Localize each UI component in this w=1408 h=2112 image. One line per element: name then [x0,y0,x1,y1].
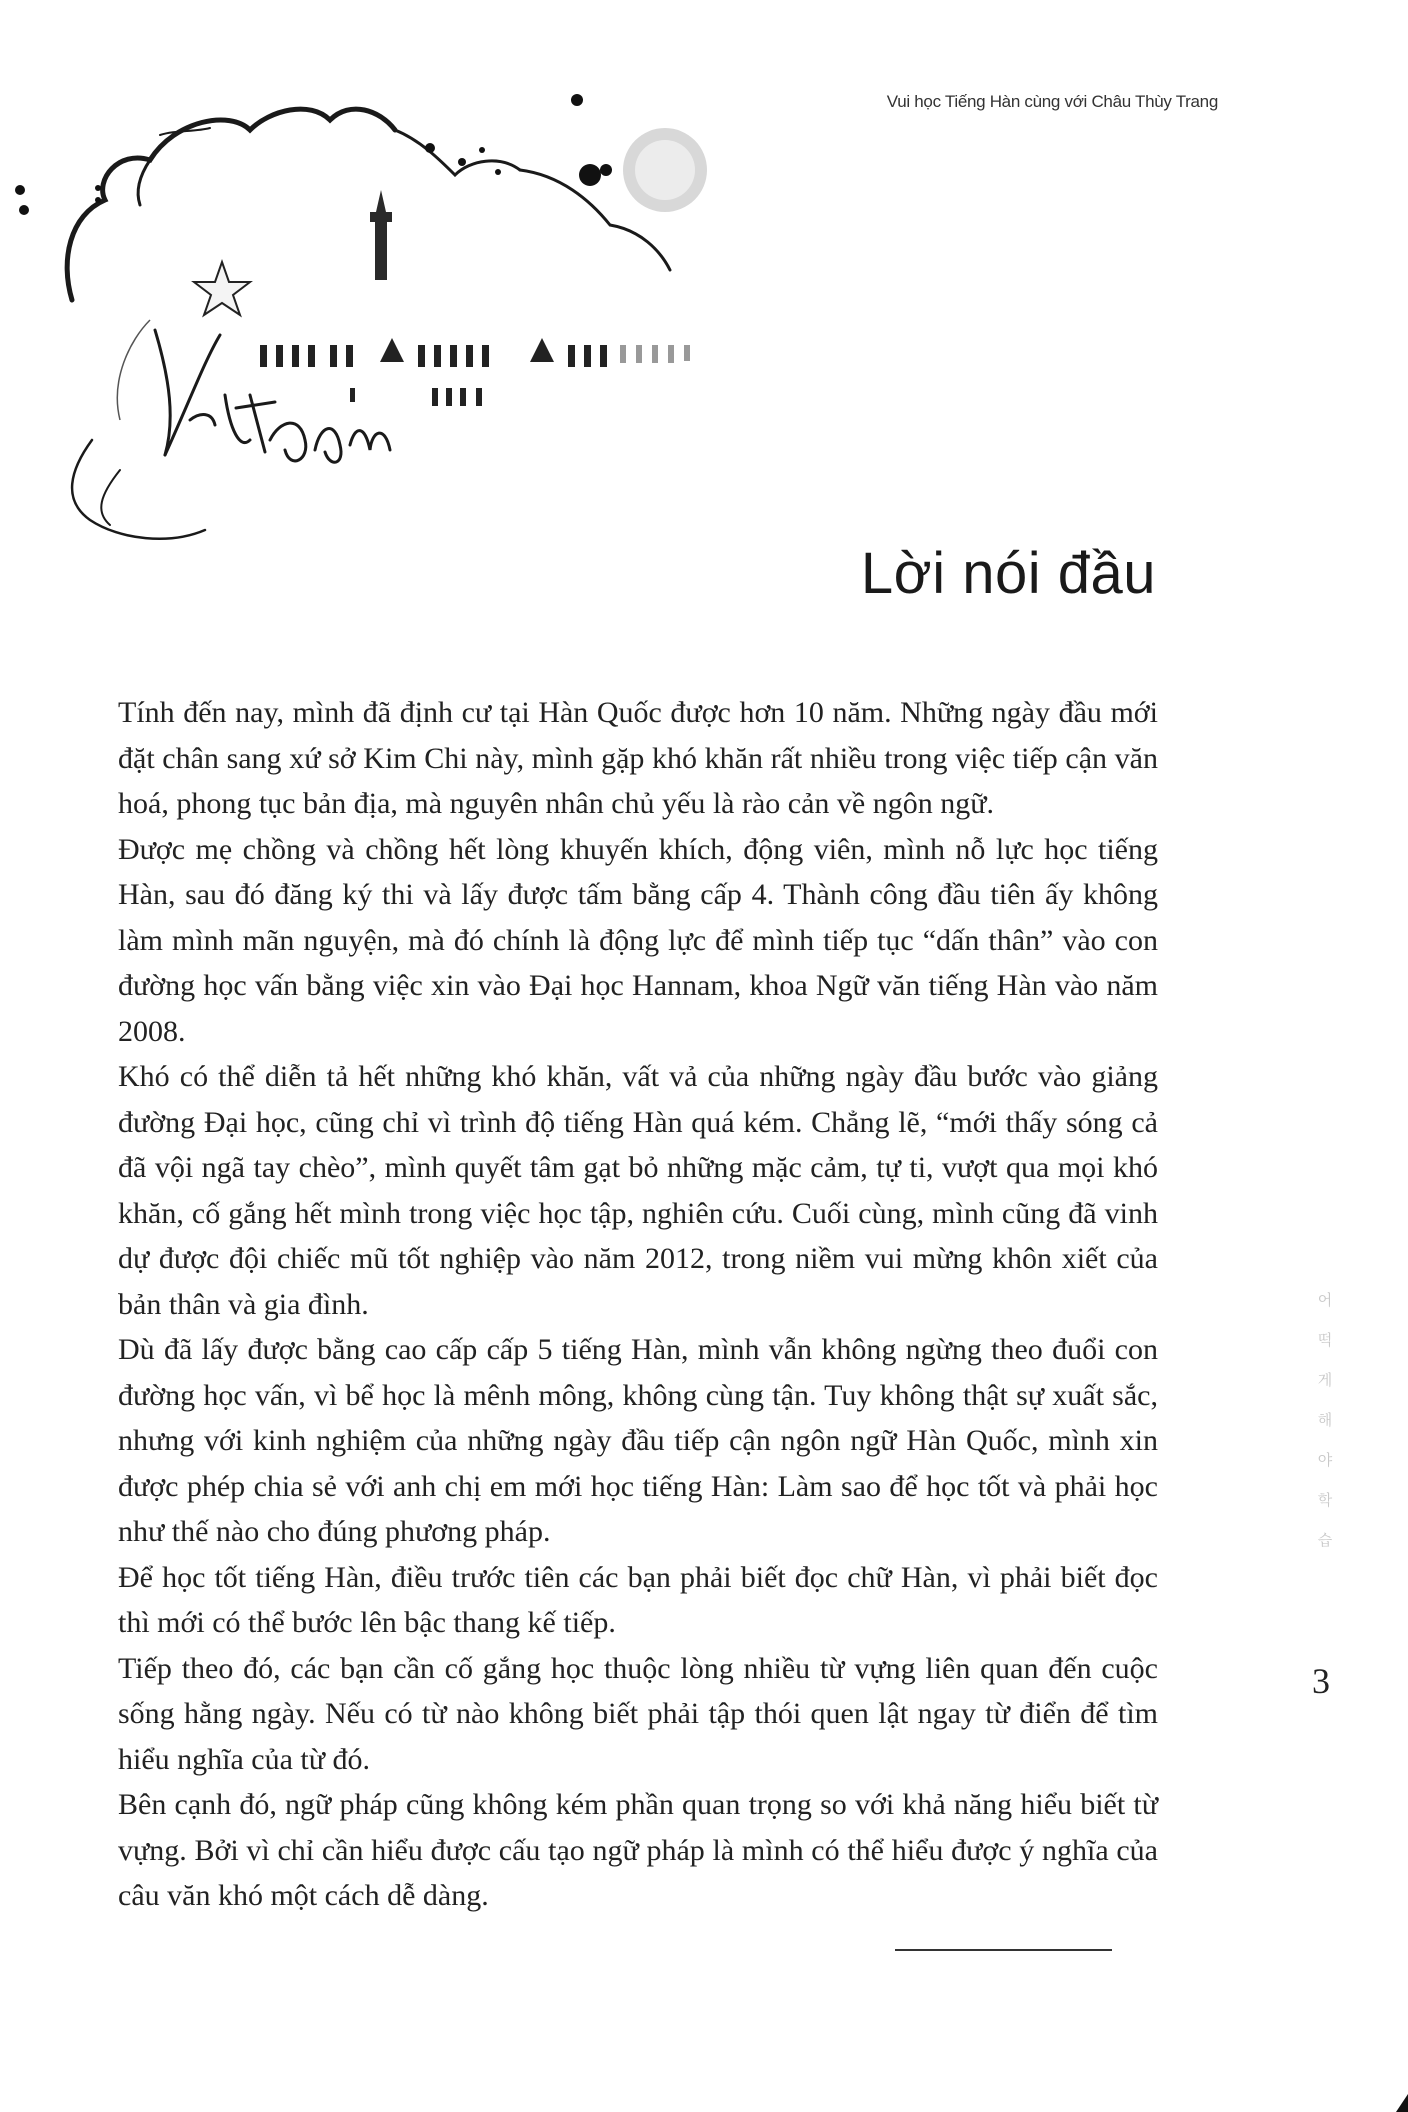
paragraph: Tính đến nay, mình đã định cư tại Hàn Quốc được hơn 10 năm. Những ngày đầu mới đặt chân sang xứ sở Kim Chi này, mình gặp khó khăn rất nhiều trong việc tiếp cận văn hoá, phong tục bản địa, mà nguyên nhân chủ yếu là rào cản về ngôn ngữ. [118,696,1158,820]
paragraph: Dù đã lấy được bằng cao cấp cấp 5 tiếng Hàn, mình vẫn không ngừng theo đuổi con đường học vấn, vì bể học là mênh mông, không cùng tận. Tuy không thật sự xuất sắc, nhưng với kinh nghiệm của những ngày đầu tiếp cận ngôn ngữ Hàn Quốc, mình xin được phép chia sẻ với anh chị em mới học tiếng Hàn: Làm sao để học tốt và phải học như thế nào cho đúng phương pháp. [118,1333,1158,1548]
preface-body [118,690,1158,1919]
vietnam-skyline-illustration [0,0,720,580]
corner-mark [1396,2094,1408,2112]
page-number: 3 [1312,1661,1330,1701]
paragraph: Được mẹ chồng và chồng hết lòng khuyến khích, động viên, mình nỗ lực học tiếng Hàn, sau đó đăng ký thi và lấy được tấm bằng cấp 4. Thành công đầu tiên ấy không làm mình mãn nguyện, mà đó chính là động lực để mình tiếp tục “dấn thân” vào con đường học vấn bằng việc xin vào Đại học Hannam, khoa Ngữ văn tiếng Hàn vào năm 2008. [118,832,1158,1048]
paragraph: Bên cạnh đó, ngữ pháp cũng không kém phần quan trọng so với khả năng hiểu biết từ vựng. Bởi vì chỉ cần hiểu được cấu tạo ngữ pháp là mình có thể hiểu được ý nghĩa của câu văn khó một cách dễ dàng. [118,1788,1158,1912]
paragraph: Để học tốt tiếng Hàn, điều trước tiên các bạn phải biết đọc chữ Hàn, vì phải biết đọc thì mới có thể bước lên bậc thang kế tiếp. [118,1560,1158,1639]
paragraph: Tiếp theo đó, các bạn cần cố gắng học thuộc lòng nhiều từ vựng liên quan đến cuộc sống hằng ngày. Nếu có từ nào không biết phải tập thói quen lật ngay từ điển để tìm hiểu nghĩa của từ đó. [118,1651,1158,1776]
page-title: Lời nói đầu [860,541,1156,606]
footer-rule [895,1949,1112,1951]
paragraph: Khó có thể diễn tả hết những khó khăn, vất vả của những ngày đầu bước vào giảng đường Đại học, cũng chỉ vì trình độ tiếng Hàn quá kém. Chẳng lẽ, “mới thấy sóng cả đã vội ngã tay chèo”, mình quyết tâm gạt bỏ những mặc cảm, tự ti, vượt qua mọi khó khăn, cố gắng hết mình trong việc học tập, nghiên cứu. Cuối cùng, mình cũng đã vinh dự được đội chiếc mũ tốt nghiệp vào năm 2012, trong niềm vui mừng khôn xiết của bản thân và gia đình. [118,1060,1158,1321]
side-margin-korean-text: 어 떡 게 해 야 학 습 [1317,1291,1333,1549]
running-header: Vui học Tiếng Hàn cùng với Châu Thùy Trang [886,92,1218,111]
